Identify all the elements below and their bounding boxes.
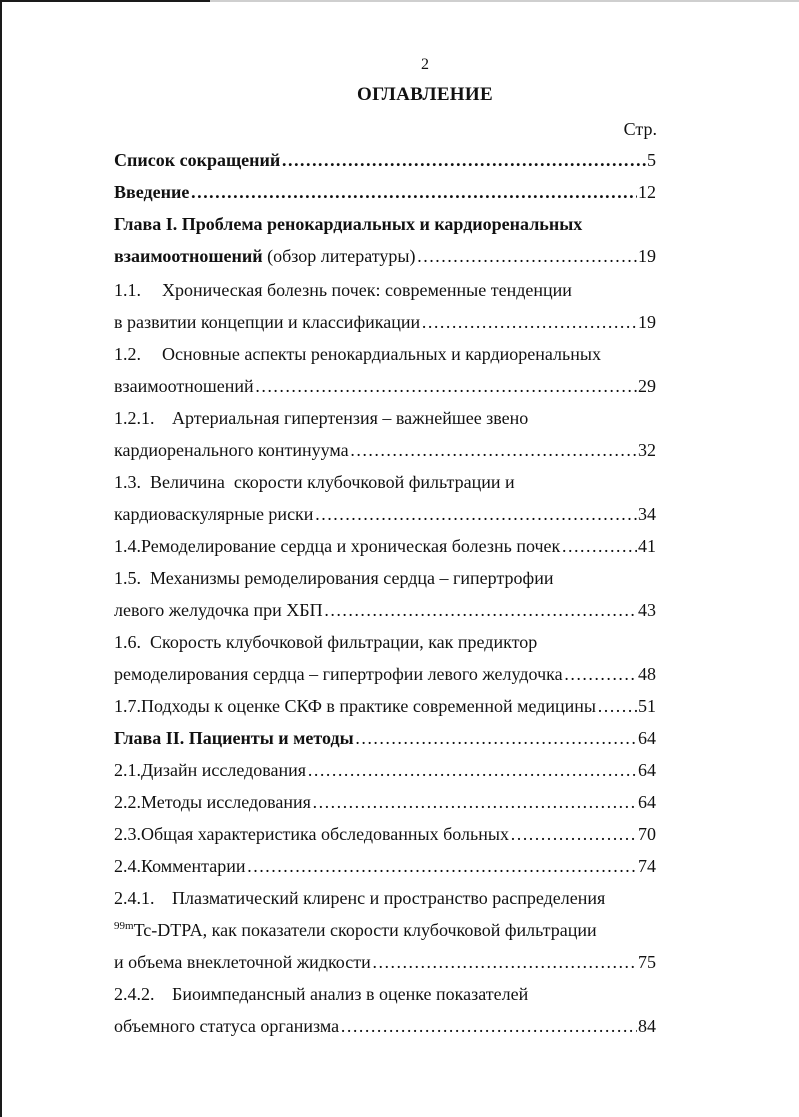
toc-entry-1-5[interactable] xyxy=(114,567,656,589)
toc-entry-title: левого желудочка при ХБП xyxy=(114,600,323,620)
toc-page-number: 19 xyxy=(638,246,656,266)
page-column-label: Стр. xyxy=(623,119,657,139)
toc-entry-number: 2.4.2. xyxy=(114,984,155,1004)
toc-entry-title: Величина скорости клубочковой фильтрации и xyxy=(150,472,515,492)
toc-page-number: 74 xyxy=(638,856,656,876)
toc-entry-number: 2.2. xyxy=(114,792,141,812)
toc-entry-number: 1.3. xyxy=(114,472,141,492)
toc-entry-title: Методы исследования xyxy=(141,792,311,812)
toc-leader-dots xyxy=(355,727,637,749)
toc-entry-number: 1.6. xyxy=(114,632,141,652)
toc-page-number: 70 xyxy=(638,824,656,844)
toc-entry-number: 1.1. xyxy=(114,280,141,300)
toc-leader-dots xyxy=(247,855,637,877)
toc-entry-1-6[interactable] xyxy=(114,631,656,653)
toc-leader-dots xyxy=(281,149,646,171)
toc-entry-title: кардиоваскулярные риски xyxy=(114,504,314,524)
toc-leader-dots xyxy=(597,695,637,717)
toc-entry-title: Ремоделирование сердца и хроническая болезнь почек xyxy=(141,536,561,556)
toc-entry-title: Глава I. Проблема ренокардиальных и кардиоренальных xyxy=(114,214,583,234)
toc-entry-chapter-1[interactable] xyxy=(114,213,656,235)
toc-entry-1-1-cont[interactable] xyxy=(114,311,656,333)
toc-entry-2-4-1-cont2[interactable] xyxy=(114,951,656,973)
toc-entry-number: 2.4.1. xyxy=(114,888,155,908)
toc-leader-dots xyxy=(307,759,637,781)
toc-entry-title: Подходы к оценке СКФ в практике современной медицины xyxy=(141,696,597,716)
toc-page-number: 75 xyxy=(638,952,656,972)
toc-entry-title: в развитии концепции и классификации xyxy=(114,312,421,332)
toc-leader-dots xyxy=(190,181,637,203)
toc-entry-title: Комментарии xyxy=(141,856,246,876)
toc-entry-1-2-cont[interactable] xyxy=(114,375,656,397)
toc-entry-chapter-2[interactable] xyxy=(114,727,656,749)
page-number: 2 xyxy=(421,56,429,73)
toc-page-number: 34 xyxy=(638,504,656,524)
toc-page-number: 41 xyxy=(638,536,656,556)
toc-entry-number: 1.7. xyxy=(114,696,141,716)
toc-entry-title: Tc-DTPA, как показатели скорости клубочковой фильтрации xyxy=(133,920,597,940)
toc-page-number: 64 xyxy=(638,760,656,780)
toc-entry-number: 2.3. xyxy=(114,824,141,844)
toc-leader-dots xyxy=(340,1015,637,1037)
toc-entry-title: Введение xyxy=(114,182,190,202)
toc-entry-title: кардиоренального континуума xyxy=(114,440,349,460)
toc-entry-1-7[interactable] xyxy=(114,695,656,717)
toc-entry-title: и объема внеклеточной жидкости xyxy=(114,952,371,972)
toc-entry-title: взаимоотношений xyxy=(114,246,263,266)
toc-entry-number: 1.4. xyxy=(114,536,141,556)
toc-page-number: 32 xyxy=(638,440,656,460)
toc-entry-suffix: (обзор литературы) xyxy=(262,246,416,266)
toc-entry-abbreviations[interactable] xyxy=(114,149,656,171)
toc-leader-dots xyxy=(312,791,637,813)
toc-leader-dots xyxy=(561,535,637,557)
toc-entry-title: Дизайн исследования xyxy=(141,760,307,780)
toc-page-number: 29 xyxy=(638,376,656,396)
toc-page-number: 64 xyxy=(638,728,656,748)
toc-entry-introduction[interactable] xyxy=(114,181,656,203)
toc-entry-1-3-cont[interactable] xyxy=(114,503,656,525)
toc-entry-2-2[interactable] xyxy=(114,791,656,813)
toc-entry-title: Биоимпедансный анализ в оценке показателей xyxy=(172,984,529,1004)
toc-entry-number: 1.2.1. xyxy=(114,408,155,428)
toc-entry-title: Хроническая болезнь почек: современные тенденции xyxy=(162,280,572,300)
toc-entry-title: ремоделирования сердца – гипертрофии левого желудочка xyxy=(114,664,563,684)
toc-leader-dots xyxy=(314,503,637,525)
toc-entry-title: Список сокращений xyxy=(114,150,281,170)
page-left-edge xyxy=(0,0,2,1117)
toc-entry-1-2-1[interactable] xyxy=(114,407,656,429)
toc-entry-2-1[interactable] xyxy=(114,759,656,781)
toc-entry-number: 1.5. xyxy=(114,568,141,588)
isotope-superscript: 99m xyxy=(114,920,134,932)
toc-page-number: 12 xyxy=(638,182,656,202)
toc-entry-2-4-2[interactable] xyxy=(114,983,656,1005)
toc-entry-number: 2.4. xyxy=(114,856,141,876)
toc-entry-1-3[interactable] xyxy=(114,471,656,493)
toc-entry-1-2[interactable] xyxy=(114,343,656,365)
toc-entry-title: Артериальная гипертензия – важнейшее звено xyxy=(172,408,529,428)
toc-entry-title: Механизмы ремоделирования сердца – гипертрофии xyxy=(150,568,554,588)
toc-entry-2-4-1-cont[interactable] xyxy=(114,919,656,941)
toc-entry-title: Скорость клубочковой фильтрации, как предиктор xyxy=(150,632,538,652)
page-top-edge-dark xyxy=(0,0,210,2)
toc-leader-dots xyxy=(564,663,637,685)
toc-entry-title: взаимоотношений xyxy=(114,376,254,396)
toc-page-number: 51 xyxy=(638,696,656,716)
toc-page-number: 5 xyxy=(647,150,656,170)
toc-entry-1-6-cont[interactable] xyxy=(114,663,656,685)
toc-entry-2-4[interactable] xyxy=(114,855,656,877)
toc-page-number: 19 xyxy=(638,312,656,332)
toc-leader-dots xyxy=(255,375,637,397)
toc-leader-dots xyxy=(421,311,637,333)
toc-page-number: 43 xyxy=(638,600,656,620)
toc-entry-title: Основные аспекты ренокардиальных и кардиоренальных xyxy=(162,344,601,364)
toc-entry-number: 2.1. xyxy=(114,760,141,780)
toc-entry-title: Глава II. Пациенты и методы xyxy=(114,728,354,748)
toc-leader-dots xyxy=(417,245,638,267)
toc-leader-dots xyxy=(350,439,637,461)
toc-entry-1-4[interactable] xyxy=(114,535,656,557)
toc-entry-2-3[interactable] xyxy=(114,823,656,845)
toc-entry-2-4-2-cont[interactable] xyxy=(114,1015,656,1037)
toc-entry-title: объемного статуса организма xyxy=(114,1016,340,1036)
toc-entry-1-2-1-cont[interactable] xyxy=(114,439,656,461)
page-title: ОГЛАВЛЕНИЕ xyxy=(357,84,493,105)
toc-leader-dots xyxy=(372,951,637,973)
toc-entry-chapter-1-cont[interactable] xyxy=(114,245,656,267)
toc-entry-1-1[interactable] xyxy=(114,279,656,301)
toc-entry-2-4-1[interactable] xyxy=(114,887,656,909)
toc-entry-number: 1.2. xyxy=(114,344,141,364)
toc-leader-dots xyxy=(324,599,637,621)
toc-entry-1-5-cont[interactable] xyxy=(114,599,656,621)
toc-page-number: 84 xyxy=(638,1016,656,1036)
toc-entry-title: Общая характеристика обследованных больных xyxy=(141,824,509,844)
toc-leader-dots xyxy=(510,823,637,845)
toc-page-number: 48 xyxy=(638,664,656,684)
toc-page-number: 64 xyxy=(638,792,656,812)
toc-entry-title: Плазматический клиренс и пространство распределения xyxy=(172,888,606,908)
